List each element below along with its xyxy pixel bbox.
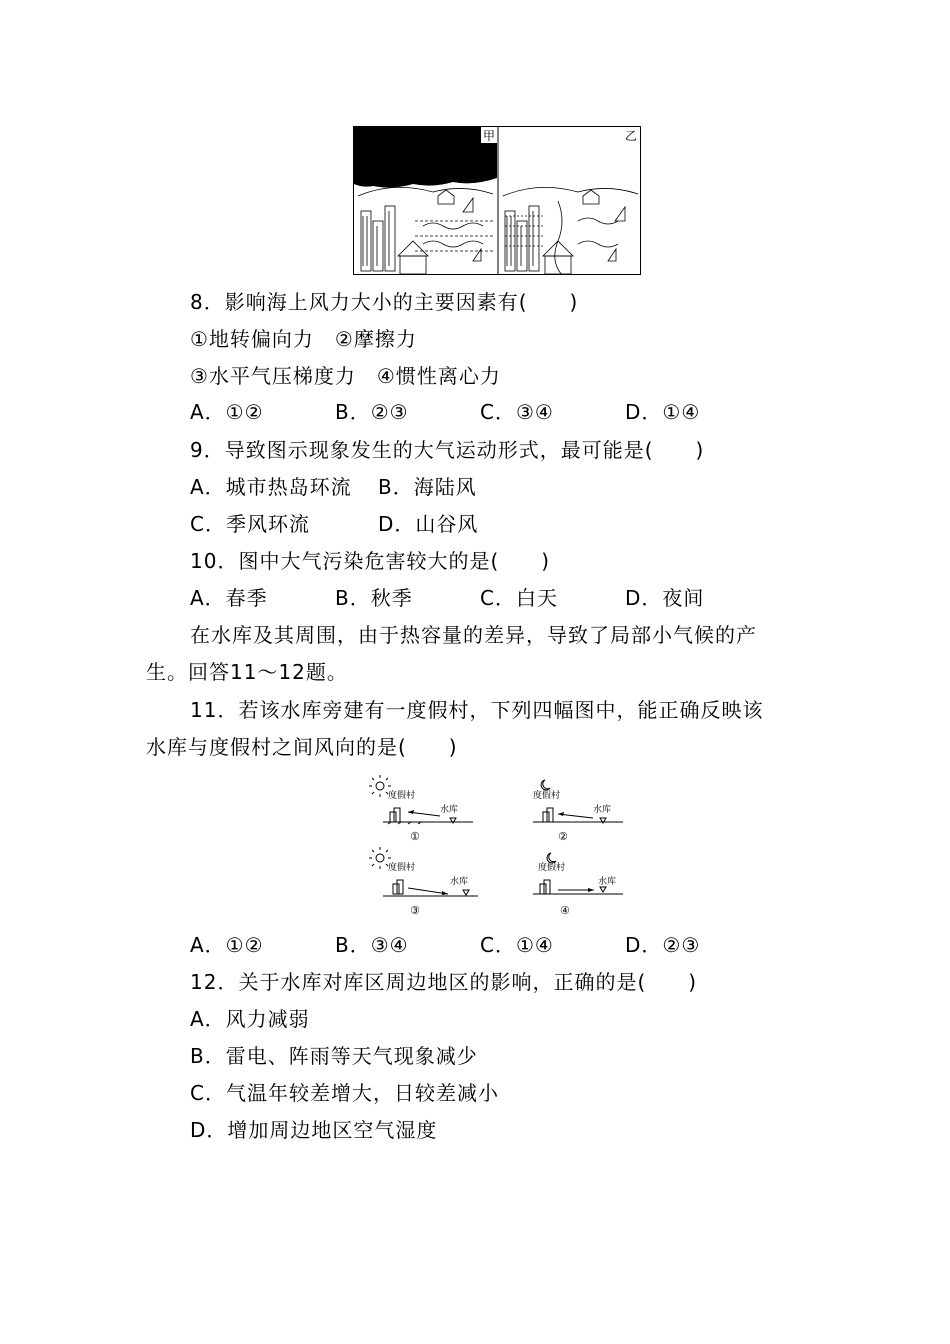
- resort-label-1: 度假村: [388, 791, 416, 801]
- reservoir-label-3: 水库: [450, 877, 469, 887]
- reservoir-label-2: 水库: [593, 805, 612, 815]
- q9-choice-a: A．城市热岛环流: [190, 475, 352, 499]
- diagram-4: [533, 853, 623, 917]
- diagram-3: [369, 847, 478, 917]
- q8-choice-c: C．③④: [480, 400, 554, 424]
- panel-number-4: ④: [560, 904, 570, 917]
- q10-stem: 10．图中大气污染危害较大的是( ): [190, 549, 551, 573]
- resort-label-3: 度假村: [388, 863, 416, 873]
- q12-choice-c: C．气温年较差增大，日较差减小: [190, 1081, 499, 1105]
- q8-choice-b: B．②③: [335, 400, 409, 424]
- q10-choice-a: A．春季: [190, 586, 268, 610]
- resort-label-2: 度假村: [533, 791, 561, 801]
- wind-direction-diagrams: [368, 774, 638, 924]
- q9-choice-c: C．季风环流: [190, 512, 310, 536]
- sea-breeze-figure: [353, 126, 641, 276]
- q9-choice-b: B．海陆风: [378, 475, 477, 499]
- q11-choice-d: D．②③: [625, 933, 701, 957]
- diagram-1: [369, 775, 473, 843]
- panel-number-3: ③: [410, 904, 420, 917]
- q12-choice-b: B．雷电、阵雨等天气现象减少: [190, 1044, 478, 1068]
- intro-line-2: 生。回答11～12题。: [146, 660, 348, 684]
- q11-choice-b: B．③④: [335, 933, 409, 957]
- q8-options-line-2: ③水平气压梯度力 ④惯性离心力: [190, 364, 501, 388]
- q11-stem-line-2: 水库与度假村之间风向的是( ): [146, 735, 458, 759]
- panel-number-1: ①: [410, 830, 420, 843]
- panel-label-right: 乙: [625, 129, 638, 143]
- q11-choice-a: A．①②: [190, 933, 264, 957]
- panel-label-left: 甲: [483, 129, 496, 143]
- q12-choice-a: A．风力减弱: [190, 1007, 310, 1031]
- q12-choice-d: D．增加周边地区空气湿度: [190, 1118, 438, 1142]
- q9-choice-d: D．山谷风: [378, 512, 479, 536]
- q9-stem: 9．导致图示现象发生的大气运动形式，最可能是( ): [190, 438, 705, 462]
- intro-line-1: 在水库及其周围，由于热容量的差异，导致了局部小气候的产: [190, 623, 757, 647]
- q11-choice-c: C．①④: [480, 933, 554, 957]
- q8-choice-a: A．①②: [190, 400, 264, 424]
- panel-number-2: ②: [558, 830, 568, 843]
- diagram-2: [533, 780, 623, 843]
- q8-choice-d: D．①④: [625, 400, 701, 424]
- q10-choice-b: B．秋季: [335, 586, 413, 610]
- q8-options-line-1: ①地转偏向力 ②摩擦力: [190, 327, 417, 351]
- reservoir-label-4: 水库: [598, 877, 617, 887]
- q10-choice-c: C．白天: [480, 586, 558, 610]
- resort-label-4: 度假村: [538, 863, 566, 873]
- q8-stem: 8．影响海上风力大小的主要因素有( ): [190, 290, 579, 314]
- q11-stem-line-1: 11．若该水库旁建有一度假村，下列四幅图中，能正确反映该: [190, 698, 764, 722]
- reservoir-label-1: 水库: [440, 805, 459, 815]
- q12-stem: 12．关于水库对库区周边地区的影响，正确的是( ): [190, 970, 698, 994]
- q10-choice-d: D．夜间: [625, 586, 705, 610]
